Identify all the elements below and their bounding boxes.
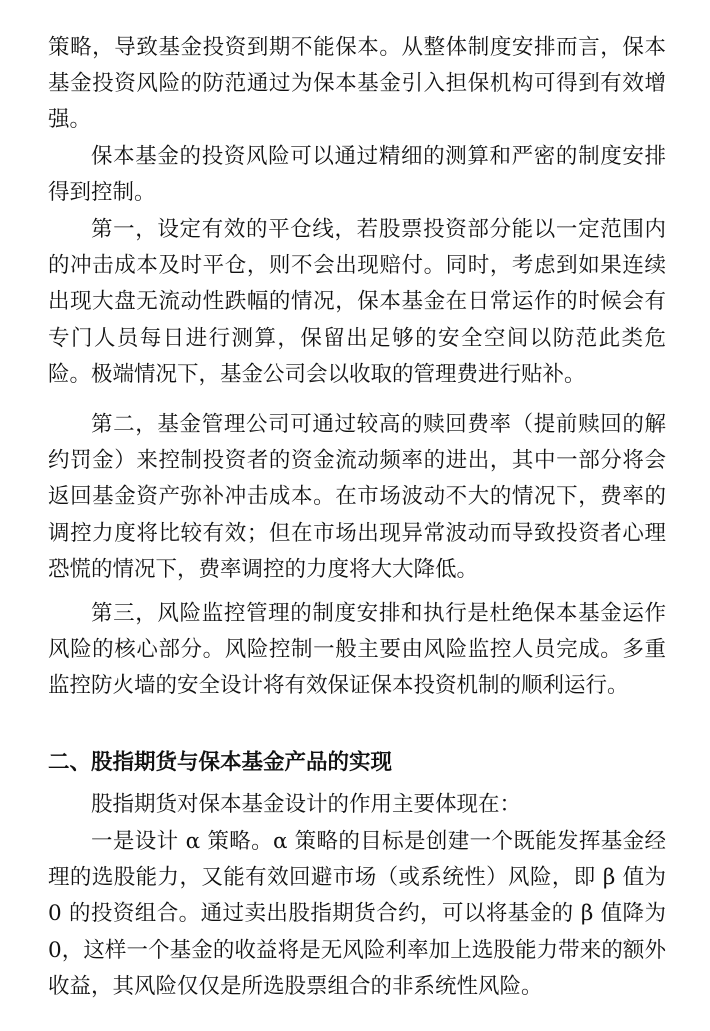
paragraph-guarantee-institution: 策略，导致基金投资到期不能保本。从整体制度安排而言，保本基金投资风险的防范通过为保本基金引入担保机构可得到有效增强。 — [48, 35, 666, 133]
section-heading: 二、股指期货与保本基金产品的实现 — [48, 750, 393, 775]
paragraph-futures-role: 股指期货对保本基金设计的作用主要体现在： — [91, 792, 522, 817]
paragraph-alpha-strategy: 一是设计 α 策略。α 策略的目标是创建一个既能发挥基金经理的选股能力，又能有效回避市场（或系统性）风险，即 β 值为 0 的投资组合。通过卖出股指期货合约，可以将基金的 β 值降为 0，这样一个基金的收益将是无风险利率加上选股能力带来的额外收益，其风险仅仅是所选股票组合的非系统性风险。 — [48, 829, 666, 999]
paragraph-second-measure: 第二，基金管理公司可通过较高的赎回费率（提前赎回的解约罚金）来控制投资者的资金流动频率的进出，其中一部分将会返回基金资产弥补冲击成本。在市场波动不大的情况下，费率的调控力度将比较有效；但在市场出现异常波动而导致投资者心理恐慌的情况下，费率调控的力度将大大降低。 — [48, 412, 666, 582]
paragraph-first-measure: 第一，设定有效的平仓线，若股票投资部分能以一定范围内的冲击成本及时平仓，则不会出现赔付。同时，考虑到如果连续出现大盘无流动性跌幅的情况，保本基金在日常运作的时候会有专门人员每日进行测算，保留出足够的安全空间以防范此类危险。极端情况下，基金公司会以收取的管理费进行贴补。 — [48, 217, 666, 387]
paragraph-risk-control-intro: 保本基金的投资风险可以通过精细的测算和严密的制度安排得到控制。 — [48, 144, 666, 206]
paragraph-third-measure: 第三，风险监控管理的制度安排和执行是杜绝保本基金运作风险的核心部分。风险控制一般主要由风险监控人员完成。多重监控防火墙的安全设计将有效保证保本投资机制的顺利运行。 — [48, 601, 666, 699]
